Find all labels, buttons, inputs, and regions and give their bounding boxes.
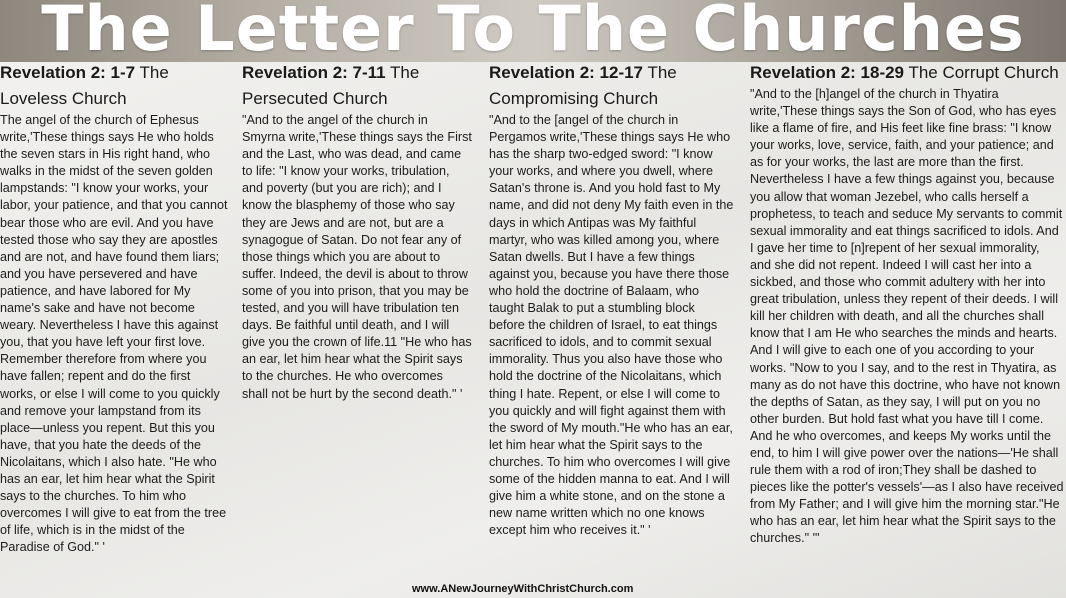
scripture-reference: Revelation 2: 1-7 [0,63,136,82]
scripture-reference: Revelation 2: 7-11 [242,63,386,82]
column-compromising-church [489,60,734,539]
scripture-text: "And to the [h]angel of the church in Thyatira write,'These things says the Son of God, who has eyes like a flame of fire, and His feet like fine brass: "I know your works, love, service, faith, and your patience; and as for your works, the last are more than the first. Nevertheless I have a few things against you, because you allow that woman Jezebel, who calls herself a prophetess, to teach and seduce My servants to commit sexual immorality and eat things sacrificed to idols. And I gave her time to [n]repent of her sexual immorality, and she did not repent. Indeed I will cast her into a sickbed, and those who commit adultery with her into great tribulation, unless they repent of their deeds. I will kill her children with death, and all the churches shall know that I am He who searches the minds and hearts. And I will give to each one of you according to your works. "Now to you I say, and to the rest in Thyatira, as many as do not have this doctrine, who have not known the depths of Satan, as they say, I will put on you no other burden. But hold fast what you have till I come. And he who overcomes, and keeps My works until the end, to him I will give power over the nations—'He shall rule them with a rod of iron;They shall be dashed to pieces like the potter's vessels'—as I also have received from My Father; and I will give him the morning star."He who has an ear, let him hear what the Spirit says to the churches." '" [750,87,1064,546]
scripture-reference: Revelation 2: 12-17 [489,63,644,82]
column-heading [242,60,472,112]
church-name: The Corrupt Church [908,63,1059,82]
website-url: www.ANewJourneyWithChristChurch.com [412,583,634,595]
page-title: The Letter To The Churches [41,0,1025,65]
scripture-reference: Revelation 2: 18-29 [750,63,905,82]
scripture-text: "And to the [angel of the church in Pergamos write,'These things says He who has the sharp two-edged sword: "I know your works, and where you dwell, where Satan's throne is. And you hold fast to My name, and did not deny My faith even in the days in which Antipas was My faithful martyr, who was killed among you, where Satan dwells. But I have a few things against you, because you have there those who hold the doctrine of Balaam, who taught Balak to put a stumbling block before the children of Israel, to eat things sacrificed to idols, and to commit sexual immorality. Thus you also have those who hold the doctrine of the Nicolaitans, which thing I hate. Repent, or else I will come to you quickly and will fight against them with the sword of My mouth."He who has an ear, let him hear what the Spirit says to the churches. To him who overcomes I will give some of the hidden manna to eat. And I will give him a white stone, and on the stone a new name written which no one knows except him who receives it." ' [489,113,734,538]
column-persecuted-church [242,60,472,403]
column-corrupt-church [750,60,1064,548]
church-name: The Compromising Church [489,63,677,108]
church-name: The Loveless Church [0,63,169,108]
column-heading [0,60,230,112]
church-name: The Persecuted Church [242,63,420,108]
scripture-text: "And to the angel of the church in Smyrna write,'These things says the First and the Last, who was dead, and came to life: "I know your works, tribulation, and poverty (but you are rich); and I know the blasphemy of those who say they are Jews and are not, but are a synagogue of Satan. Do not fear any of those things which you are about to suffer. Indeed, the devil is about to throw some of you into prison, that you may be tested, and you will have tribulation ten days. Be faithful until death, and I will give you the crown of life.11 "He who has an ear, let him hear what the Spirit says to the churches. He who overcomes shall not be hurt by the second death." ' [242,113,472,401]
column-loveless-church [0,60,230,556]
column-heading [750,60,1064,86]
scripture-text: The angel of the church of Ephesus write,'These things says He who holds the seven stars in His right hand, who walks in the midst of the seven golden lampstands: "I know your works, your labor, your patience, and that you cannot bear those who are evil. And you have tested those who say they are apostles and are not, and have found them liars; and you have persevered and have patience, and have labored for My name's sake and have not become weary. Nevertheless I have this against you, that you have left your first love. Remember therefore from where you have fallen; repent and do the first works, or else I will come to you quickly and remove your lampstand from its place—unless you repent. But this you have, that you hate the deeds of the Nicolaitans, which I also hate. "He who has an ear, let him hear what the Spirit says to the churches. To him who overcomes I will give to eat from the tree of life, which is in the midst of the Paradise of God." ' [0,113,228,555]
column-heading [489,60,734,112]
